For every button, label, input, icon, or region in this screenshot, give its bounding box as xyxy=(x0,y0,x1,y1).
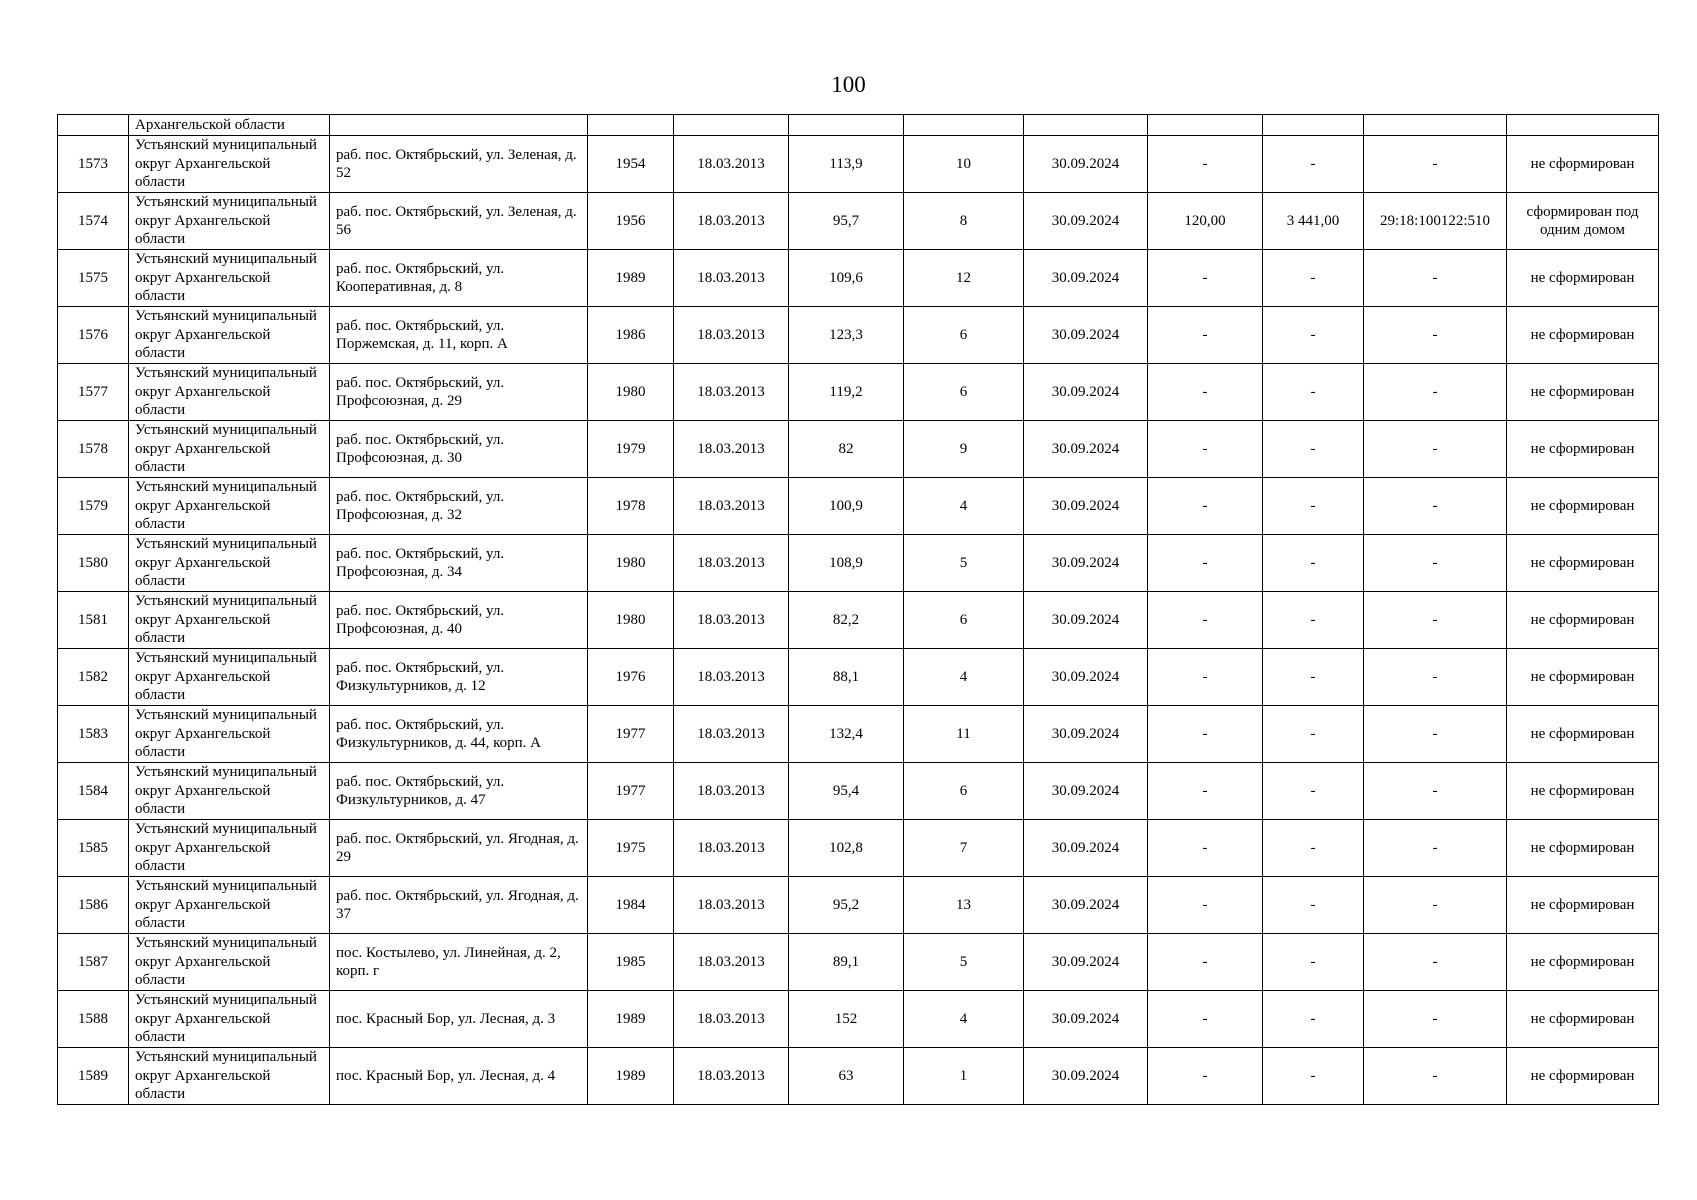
table-cell-cadastral: - xyxy=(1364,820,1507,877)
table-cell-area: 132,4 xyxy=(789,706,904,763)
table-cell-num: 1574 xyxy=(58,193,129,250)
table-cell-count: 5 xyxy=(904,535,1024,592)
table-cell-count: 8 xyxy=(904,193,1024,250)
table-cell-num: 1584 xyxy=(58,763,129,820)
table-cell-date1: 18.03.2013 xyxy=(674,877,789,934)
table-cell-date2: 30.09.2024 xyxy=(1024,877,1148,934)
table-cell-address: пос. Красный Бор, ул. Лесная, д. 3 xyxy=(330,991,588,1048)
table-row xyxy=(58,877,1659,934)
table-cell-address: раб. пос. Октябрьский, ул. Физкультурников, д. 44, корп. А xyxy=(330,706,588,763)
table-row xyxy=(58,934,1659,991)
table-cell-address: раб. пос. Октябрьский, ул. Профсоюзная, д. 40 xyxy=(330,592,588,649)
table-cell-status: не сформирован xyxy=(1507,364,1659,421)
table-cell-cadastral: - xyxy=(1364,991,1507,1048)
table-cell-cadastral: - xyxy=(1364,706,1507,763)
table-cell-area: 113,9 xyxy=(789,136,904,193)
table-cell-cadastral: - xyxy=(1364,136,1507,193)
table-cell-status: не сформирован xyxy=(1507,706,1659,763)
table-cell-value: - xyxy=(1263,649,1364,706)
table-cell-year: 1954 xyxy=(588,136,674,193)
table-cell-land-area: - xyxy=(1148,421,1263,478)
table-row xyxy=(58,706,1659,763)
table-cell-status: не сформирован xyxy=(1507,763,1659,820)
table-cell-year: 1984 xyxy=(588,877,674,934)
table-cell-count: 4 xyxy=(904,649,1024,706)
table-cell-date1: 18.03.2013 xyxy=(674,307,789,364)
table-cell-area: 82 xyxy=(789,421,904,478)
table-cell-address: раб. пос. Октябрьский, ул. Зеленая, д. 52 xyxy=(330,136,588,193)
table-cell-value: - xyxy=(1263,763,1364,820)
table-cell-num: 1575 xyxy=(58,250,129,307)
table-cell-count: 6 xyxy=(904,307,1024,364)
table-cell-year: 1980 xyxy=(588,592,674,649)
table-cell-municipality: Устьянский муниципальный округ Архангельской области xyxy=(129,763,330,820)
table-row xyxy=(58,421,1659,478)
table-cell-year: 1989 xyxy=(588,1048,674,1105)
table-cell-num: 1588 xyxy=(58,991,129,1048)
table-cell-status: не сформирован xyxy=(1507,307,1659,364)
table-cell-date2: 30.09.2024 xyxy=(1024,307,1148,364)
table-cell-count: 6 xyxy=(904,763,1024,820)
table-cell-value: - xyxy=(1263,991,1364,1048)
table-cell-value xyxy=(1263,115,1364,136)
table-cell-value: - xyxy=(1263,934,1364,991)
table-cell-cadastral: - xyxy=(1364,307,1507,364)
table-cell-area: 109,6 xyxy=(789,250,904,307)
table-cell-address: раб. пос. Октябрьский, ул. Профсоюзная, д. 30 xyxy=(330,421,588,478)
table-row xyxy=(58,763,1659,820)
table-cell-cadastral: - xyxy=(1364,1048,1507,1105)
table-cell-area: 119,2 xyxy=(789,364,904,421)
table-cell-municipality: Устьянский муниципальный округ Архангельской области xyxy=(129,991,330,1048)
table-cell-area: 89,1 xyxy=(789,934,904,991)
table-cell-num: 1576 xyxy=(58,307,129,364)
table-cell-date1: 18.03.2013 xyxy=(674,649,789,706)
table-cell-date1: 18.03.2013 xyxy=(674,364,789,421)
table-cell-municipality: Устьянский муниципальный округ Архангельской области xyxy=(129,535,330,592)
table-cell-value: - xyxy=(1263,421,1364,478)
table-cell-count: 11 xyxy=(904,706,1024,763)
table-cell-status: не сформирован xyxy=(1507,136,1659,193)
table-cell-date1: 18.03.2013 xyxy=(674,421,789,478)
table-cell-area: 82,2 xyxy=(789,592,904,649)
table-cell-land-area: - xyxy=(1148,877,1263,934)
table-cell-land-area: - xyxy=(1148,1048,1263,1105)
table-cell-area: 95,7 xyxy=(789,193,904,250)
table-cell-cadastral: - xyxy=(1364,649,1507,706)
table-cell-area: 108,9 xyxy=(789,535,904,592)
table-cell-year: 1980 xyxy=(588,364,674,421)
table-cell-area: 102,8 xyxy=(789,820,904,877)
table-cell-value: - xyxy=(1263,250,1364,307)
table-cell-status: не сформирован xyxy=(1507,535,1659,592)
table-cell-date2 xyxy=(1024,115,1148,136)
table-cell-year: 1979 xyxy=(588,421,674,478)
table-cell-date2: 30.09.2024 xyxy=(1024,1048,1148,1105)
table-cell-value: - xyxy=(1263,592,1364,649)
table-cell-area: 152 xyxy=(789,991,904,1048)
table-cell-municipality: Устьянский муниципальный округ Архангельской области xyxy=(129,136,330,193)
table-cell-address: раб. пос. Октябрьский, ул. Кооперативная, д. 8 xyxy=(330,250,588,307)
table-cell-municipality: Устьянский муниципальный округ Архангельской области xyxy=(129,478,330,535)
table-cell-value: - xyxy=(1263,364,1364,421)
table-cell-year: 1977 xyxy=(588,706,674,763)
table-cell-land-area: - xyxy=(1148,934,1263,991)
table-cell-status: не сформирован xyxy=(1507,820,1659,877)
table-cell-value: - xyxy=(1263,1048,1364,1105)
table-cell-status xyxy=(1507,115,1659,136)
table-cell-status: сформирован под одним домом xyxy=(1507,193,1659,250)
table-cell-date2: 30.09.2024 xyxy=(1024,535,1148,592)
table-cell-municipality: Устьянский муниципальный округ Архангельской области xyxy=(129,307,330,364)
table-cell-num xyxy=(58,115,129,136)
table-cell-year: 1986 xyxy=(588,307,674,364)
table-cell-date1: 18.03.2013 xyxy=(674,1048,789,1105)
table-cell-date1: 18.03.2013 xyxy=(674,136,789,193)
table-cell-year: 1978 xyxy=(588,478,674,535)
table-cell-land-area: - xyxy=(1148,991,1263,1048)
table-cell-year: 1956 xyxy=(588,193,674,250)
table-cell-count: 5 xyxy=(904,934,1024,991)
table-cell-num: 1580 xyxy=(58,535,129,592)
table-cell-municipality: Устьянский муниципальный округ Архангельской области xyxy=(129,364,330,421)
table-cell-area xyxy=(789,115,904,136)
table-cell-date1: 18.03.2013 xyxy=(674,250,789,307)
table-cell-municipality: Устьянский муниципальный округ Архангельской области xyxy=(129,649,330,706)
table-cell-address: раб. пос. Октябрьский, ул. Профсоюзная, д. 32 xyxy=(330,478,588,535)
table-cell-date2: 30.09.2024 xyxy=(1024,421,1148,478)
table-cell-value: - xyxy=(1263,820,1364,877)
table-cell-num: 1579 xyxy=(58,478,129,535)
table-cell-address: раб. пос. Октябрьский, ул. Зеленая, д. 56 xyxy=(330,193,588,250)
table-cell-area: 88,1 xyxy=(789,649,904,706)
table-cell-value: - xyxy=(1263,706,1364,763)
table-cell-land-area: - xyxy=(1148,535,1263,592)
table-cell-land-area: - xyxy=(1148,136,1263,193)
table-cell-municipality: Устьянский муниципальный округ Архангельской области xyxy=(129,706,330,763)
table-cell-address: пос. Красный Бор, ул. Лесная, д. 4 xyxy=(330,1048,588,1105)
table-row xyxy=(58,193,1659,250)
table-cell-area: 63 xyxy=(789,1048,904,1105)
table-cell-municipality: Устьянский муниципальный округ Архангельской области xyxy=(129,421,330,478)
table-row xyxy=(58,250,1659,307)
table-cell-count: 6 xyxy=(904,592,1024,649)
table-cell-year: 1975 xyxy=(588,820,674,877)
table-cell-date1: 18.03.2013 xyxy=(674,991,789,1048)
table-cell-municipality: Устьянский муниципальный округ Архангельской области xyxy=(129,592,330,649)
table-cell-count: 4 xyxy=(904,478,1024,535)
table-cell-num: 1573 xyxy=(58,136,129,193)
table-cell-cadastral: - xyxy=(1364,877,1507,934)
continuation-row xyxy=(58,115,1659,136)
table-cell-date2: 30.09.2024 xyxy=(1024,136,1148,193)
table-cell-date1: 18.03.2013 xyxy=(674,706,789,763)
table-row xyxy=(58,364,1659,421)
table-cell-land-area: - xyxy=(1148,250,1263,307)
table-cell-status: не сформирован xyxy=(1507,877,1659,934)
table-cell-date2: 30.09.2024 xyxy=(1024,934,1148,991)
table-cell-cadastral: - xyxy=(1364,478,1507,535)
table-cell-municipality: Устьянский муниципальный округ Архангельской области xyxy=(129,820,330,877)
table-cell-value: - xyxy=(1263,877,1364,934)
table-cell-status: не сформирован xyxy=(1507,478,1659,535)
housing-registry-table xyxy=(57,114,1659,1105)
table-cell-year: 1980 xyxy=(588,535,674,592)
table-cell-date1: 18.03.2013 xyxy=(674,478,789,535)
table-cell-count xyxy=(904,115,1024,136)
table-cell-municipality: Устьянский муниципальный округ Архангельской области xyxy=(129,250,330,307)
table-cell-num: 1586 xyxy=(58,877,129,934)
table-cell-count: 12 xyxy=(904,250,1024,307)
table-cell-status: не сформирован xyxy=(1507,1048,1659,1105)
table-row xyxy=(58,1048,1659,1105)
table-cell-num: 1587 xyxy=(58,934,129,991)
table-cell-municipality: Устьянский муниципальный округ Архангельской области xyxy=(129,193,330,250)
table-cell-municipality: Архангельской области xyxy=(129,115,330,136)
table-cell-year: 1976 xyxy=(588,649,674,706)
table-cell-date1: 18.03.2013 xyxy=(674,592,789,649)
table-cell-land-area: - xyxy=(1148,820,1263,877)
table-cell-date1: 18.03.2013 xyxy=(674,193,789,250)
table-cell-date2: 30.09.2024 xyxy=(1024,706,1148,763)
table-cell-value: - xyxy=(1263,136,1364,193)
table-cell-date2: 30.09.2024 xyxy=(1024,991,1148,1048)
table-cell-date2: 30.09.2024 xyxy=(1024,193,1148,250)
table-row xyxy=(58,649,1659,706)
table-cell-count: 4 xyxy=(904,991,1024,1048)
table-cell-cadastral: - xyxy=(1364,364,1507,421)
table-cell-land-area: - xyxy=(1148,649,1263,706)
table-cell-value: 3 441,00 xyxy=(1263,193,1364,250)
table-cell-cadastral: - xyxy=(1364,592,1507,649)
table-row xyxy=(58,307,1659,364)
table-cell-land-area: - xyxy=(1148,307,1263,364)
table-row xyxy=(58,991,1659,1048)
table-cell-value: - xyxy=(1263,535,1364,592)
table-cell-status: не сформирован xyxy=(1507,592,1659,649)
table-cell-date2: 30.09.2024 xyxy=(1024,592,1148,649)
table-body xyxy=(58,115,1659,1105)
table-cell-status: не сформирован xyxy=(1507,991,1659,1048)
table-cell-land-area: - xyxy=(1148,478,1263,535)
table-cell-date1: 18.03.2013 xyxy=(674,934,789,991)
table-cell-date1: 18.03.2013 xyxy=(674,763,789,820)
table-cell-area: 95,4 xyxy=(789,763,904,820)
table-cell-count: 10 xyxy=(904,136,1024,193)
table-cell-address: раб. пос. Октябрьский, ул. Профсоюзная, д. 29 xyxy=(330,364,588,421)
table-cell-land-area: - xyxy=(1148,706,1263,763)
table-cell-count: 7 xyxy=(904,820,1024,877)
table-row xyxy=(58,592,1659,649)
table-cell-area: 100,9 xyxy=(789,478,904,535)
table-cell-date2: 30.09.2024 xyxy=(1024,478,1148,535)
table-cell-date2: 30.09.2024 xyxy=(1024,820,1148,877)
table-cell-date2: 30.09.2024 xyxy=(1024,250,1148,307)
table-cell-cadastral xyxy=(1364,115,1507,136)
table-cell-cadastral: - xyxy=(1364,535,1507,592)
table-row xyxy=(58,478,1659,535)
table-cell-num: 1585 xyxy=(58,820,129,877)
table-cell-year xyxy=(588,115,674,136)
table-cell-land-area: - xyxy=(1148,763,1263,820)
table-cell-status: не сформирован xyxy=(1507,421,1659,478)
table-cell-area: 95,2 xyxy=(789,877,904,934)
table-cell-address: раб. пос. Октябрьский, ул. Ягодная, д. 29 xyxy=(330,820,588,877)
table-cell-status: не сформирован xyxy=(1507,250,1659,307)
table-cell-status: не сформирован xyxy=(1507,649,1659,706)
table-cell-address: раб. пос. Октябрьский, ул. Профсоюзная, д. 34 xyxy=(330,535,588,592)
table-cell-cadastral: - xyxy=(1364,763,1507,820)
table-cell-land-area: - xyxy=(1148,592,1263,649)
table-cell-num: 1583 xyxy=(58,706,129,763)
table-cell-year: 1989 xyxy=(588,991,674,1048)
table-cell-date2: 30.09.2024 xyxy=(1024,763,1148,820)
table-cell-num: 1581 xyxy=(58,592,129,649)
table-cell-date1: 18.03.2013 xyxy=(674,820,789,877)
table-cell-status: не сформирован xyxy=(1507,934,1659,991)
table-cell-value: - xyxy=(1263,478,1364,535)
table-row xyxy=(58,820,1659,877)
table-cell-date2: 30.09.2024 xyxy=(1024,364,1148,421)
table-cell-land-area: - xyxy=(1148,364,1263,421)
table-cell-area: 123,3 xyxy=(789,307,904,364)
table-cell-date2: 30.09.2024 xyxy=(1024,649,1148,706)
table-cell-municipality: Устьянский муниципальный округ Архангельской области xyxy=(129,1048,330,1105)
table-cell-date1: 18.03.2013 xyxy=(674,535,789,592)
table-cell-num: 1577 xyxy=(58,364,129,421)
table-cell-count: 1 xyxy=(904,1048,1024,1105)
table-cell-municipality: Устьянский муниципальный округ Архангельской области xyxy=(129,877,330,934)
table-row xyxy=(58,136,1659,193)
table-cell-cadastral: - xyxy=(1364,421,1507,478)
table-cell-address: раб. пос. Октябрьский, ул. Поржемская, д. 11, корп. А xyxy=(330,307,588,364)
table-row xyxy=(58,535,1659,592)
table-cell-count: 13 xyxy=(904,877,1024,934)
table-cell-address: раб. пос. Октябрьский, ул. Физкультурников, д. 12 xyxy=(330,649,588,706)
table-cell-date1 xyxy=(674,115,789,136)
table-cell-count: 9 xyxy=(904,421,1024,478)
table-cell-cadastral: - xyxy=(1364,250,1507,307)
table-cell-land-area xyxy=(1148,115,1263,136)
table-cell-address: раб. пос. Октябрьский, ул. Ягодная, д. 37 xyxy=(330,877,588,934)
table-cell-cadastral: 29:18:100122:510 xyxy=(1364,193,1507,250)
table-cell-year: 1977 xyxy=(588,763,674,820)
page-number: 100 xyxy=(831,72,866,97)
table-cell-num: 1589 xyxy=(58,1048,129,1105)
table-cell-cadastral: - xyxy=(1364,934,1507,991)
table-cell-num: 1582 xyxy=(58,649,129,706)
table-cell-count: 6 xyxy=(904,364,1024,421)
table-cell-address xyxy=(330,115,588,136)
table-cell-address: пос. Костылево, ул. Линейная, д. 2, корп. г xyxy=(330,934,588,991)
table-cell-land-area: 120,00 xyxy=(1148,193,1263,250)
table-cell-value: - xyxy=(1263,307,1364,364)
table-cell-municipality: Устьянский муниципальный округ Архангельской области xyxy=(129,934,330,991)
table-cell-num: 1578 xyxy=(58,421,129,478)
table-cell-year: 1985 xyxy=(588,934,674,991)
table-cell-address: раб. пос. Октябрьский, ул. Физкультурников, д. 47 xyxy=(330,763,588,820)
table-cell-year: 1989 xyxy=(588,250,674,307)
